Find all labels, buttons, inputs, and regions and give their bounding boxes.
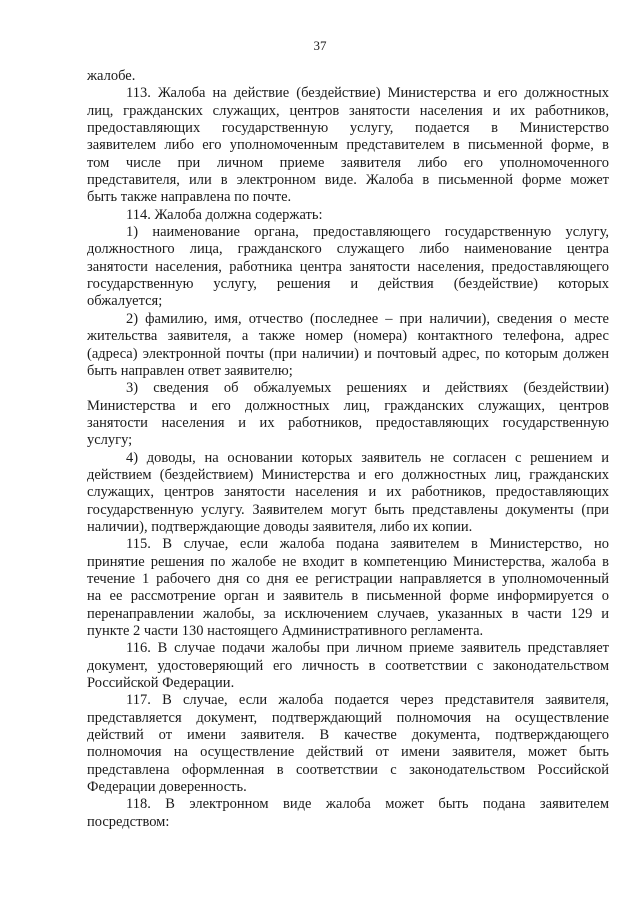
text-line: 3) сведения об обжалуемых решениях и действиях (бездействии)	[126, 380, 609, 397]
paragraph	[87, 796, 609, 831]
text-line: жительства заявителя, а также номер (номера) контактного телефона, адрес	[87, 328, 609, 345]
text-line: принятие решения по жалобе не входит в компетенцию Министерства, жалоба в	[87, 553, 609, 570]
paragraph	[87, 640, 609, 692]
paragraph	[87, 224, 609, 311]
text-line: полномочия на осуществление действий от имени заявителя, может быть	[87, 744, 609, 761]
text-line: 113. Жалоба на действие (бездействие) Министерства и его должностных	[126, 85, 609, 102]
paragraph	[87, 692, 609, 796]
text-line: действием (бездействием) Министерства и его должностных лиц, гражданских	[87, 466, 609, 483]
text-line: служащих, центров занятости населения и их работников, предоставляющих	[87, 484, 609, 501]
text-line: течение 1 рабочего дня со дня ее регистрации направляется в уполномоченный	[87, 570, 609, 587]
text-line: 115. В случае, если жалоба подана заявителем в Министерство, но	[126, 536, 609, 553]
text-line: пункте 2 части 130 настоящего Административного регламента.	[87, 623, 484, 639]
text-line: посредством:	[87, 813, 170, 830]
text-line: 1) наименование органа, предоставляющего государственную услугу,	[126, 224, 609, 241]
paragraph	[87, 536, 609, 640]
text-line: должностного лица, гражданского служащего либо наименование центра	[87, 241, 609, 258]
paragraph	[87, 450, 609, 537]
paragraph	[87, 311, 609, 380]
paragraph	[87, 207, 609, 224]
text-line: Министерства и его должностных лиц, гражданских служащих, центров	[87, 397, 609, 414]
text-line: занятости населения, работника центра занятости населения, предоставляющего	[87, 258, 609, 275]
text-line: государственную услугу, решения и действия (бездействие) которых	[87, 276, 609, 293]
text-line: предоставляющих государственную услугу, подается в Министерство	[87, 120, 609, 137]
text-line: 116. В случае подачи жалобы при личном приеме заявитель представляет	[126, 640, 609, 657]
paragraph	[87, 85, 609, 206]
text-line: документ, удостоверяющий его личность в соответствии с законодательством	[87, 657, 609, 674]
text-line: заявителем либо его уполномоченным представителем в письменной форме, в	[87, 137, 609, 154]
text-line: наличии), подтверждающие доводы заявителя, либо их копии.	[87, 518, 473, 535]
paragraph	[87, 380, 609, 449]
text-line: жалобе.	[87, 68, 136, 84]
text-line: 4) доводы, на основании которых заявитель не согласен с решением и	[126, 449, 609, 466]
text-line: 2) фамилию, имя, отчество (последнее – при наличии), сведения о месте	[126, 310, 609, 327]
text-line: Федерации доверенность.	[87, 779, 247, 796]
text-line: представляется документ, подтверждающий полномочия на осуществление	[87, 709, 609, 726]
text-line: занятости населения и их работников, предоставляющих государственную	[87, 414, 609, 431]
text-line: перенаправлении жалобы, за исключением случаев, указанных в части 129 и	[87, 605, 609, 622]
text-line: обжалуется;	[87, 293, 163, 310]
text-line: представителя, или в электронном виде. Жалоба в письменной форме может	[87, 172, 609, 189]
paragraph	[87, 68, 609, 85]
page-number: 37	[313, 38, 327, 53]
text-line: Российской Федерации.	[87, 675, 235, 692]
document-body	[87, 68, 609, 831]
text-line: (адреса) электронной почты (при наличии) и почтовый адрес, по которым должен	[87, 345, 609, 362]
text-line: лиц, гражданских служащих, центров занятости населения и их работников,	[87, 102, 609, 119]
text-line: на ее рассмотрение орган и заявитель в письменной форме информируется о	[87, 588, 609, 605]
text-line: услугу;	[87, 432, 133, 449]
text-line: 114. Жалоба должна содержать:	[126, 206, 323, 223]
text-line: 118. В электронном виде жалоба может быть подана заявителем	[126, 796, 609, 813]
text-line: 117. В случае, если жалоба подается через представителя заявителя,	[126, 692, 609, 709]
text-line: быть также направлена по почте.	[87, 189, 292, 206]
text-line: быть направлен ответ заявителю;	[87, 362, 293, 379]
text-line: государственную услугу. Заявителем могут быть представлены документы (при	[87, 501, 609, 518]
text-line: действий от имени заявителя. В качестве документа, подтверждающего	[87, 727, 609, 744]
text-line: том числе при личном приеме заявителя либо его уполномоченного	[87, 154, 609, 171]
text-line: представлена оформленная в соответствии с законодательством Российской	[87, 761, 609, 778]
